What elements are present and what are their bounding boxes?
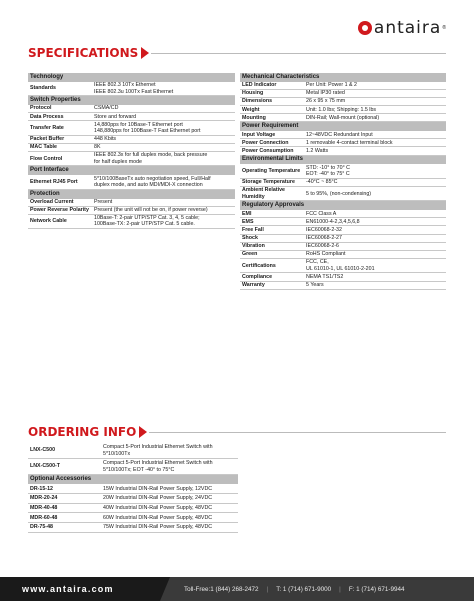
spec-value xyxy=(304,281,446,289)
order-row xyxy=(28,459,238,475)
spec-row xyxy=(28,175,235,189)
spec-value xyxy=(304,218,446,226)
spec-value xyxy=(304,82,446,90)
spec-value-line: Present xyxy=(94,198,113,205)
spec-category-label: Power Requirement xyxy=(240,122,446,131)
spec-row xyxy=(240,258,446,272)
spec-value xyxy=(304,114,446,122)
spec-row xyxy=(28,105,235,113)
antaira-logo-mark-icon xyxy=(358,21,372,35)
spec-value-line: 1 removable 4-contact terminal block xyxy=(306,139,393,146)
spec-table-left xyxy=(28,73,235,229)
spec-value-line: 26 x 95 x 75 mm xyxy=(306,98,346,105)
spec-category-row xyxy=(240,201,446,210)
spec-category-row xyxy=(28,166,235,175)
spec-row xyxy=(240,186,446,200)
spec-row xyxy=(240,139,446,147)
spec-value xyxy=(92,175,235,189)
brand-name: antaira xyxy=(373,18,442,38)
accessory-model: DR-15-12 xyxy=(28,484,101,493)
spec-value-line: 148,880pps for 100Base-T Fast Ethernet port xyxy=(94,128,201,135)
spec-category-label: Environmental Limits xyxy=(240,155,446,164)
spec-category-row xyxy=(240,122,446,131)
accessory-description: 40W Industrial DIN-Rail Power Supply, 48VDC xyxy=(101,503,238,513)
spec-label: Transfer Rate xyxy=(28,121,92,135)
spec-category-row xyxy=(28,189,235,198)
spec-value xyxy=(304,250,446,258)
spec-row xyxy=(240,114,446,122)
spec-value-line: 12~48VDC Redundant Input xyxy=(306,131,373,138)
spec-value-line: 10Base-T: 2-pair UTP/STP Cat. 3, 4, 5 cable; xyxy=(94,215,200,222)
accessory-row xyxy=(28,523,238,533)
spec-value xyxy=(92,199,235,207)
spec-label: Standards xyxy=(28,82,92,96)
spec-row xyxy=(28,113,235,121)
footer-contacts xyxy=(170,577,474,601)
antaira-logo xyxy=(358,18,446,38)
spec-label: Flow Control xyxy=(28,152,92,166)
spec-row xyxy=(28,152,235,166)
spec-row xyxy=(28,121,235,135)
spec-row xyxy=(240,82,446,90)
spec-value-line: for half duplex mode xyxy=(94,158,142,165)
spec-row xyxy=(240,210,446,218)
spec-label: Network Cable xyxy=(28,214,92,228)
spec-row xyxy=(240,250,446,258)
spec-value-line: Present (the unit will not be on, if power reverse) xyxy=(94,207,208,214)
spec-value-line: FCC, CE, xyxy=(306,259,329,266)
spec-category-row xyxy=(240,73,446,82)
spec-label: Operating Temperature xyxy=(240,164,304,178)
separator: | xyxy=(339,585,341,593)
spec-value xyxy=(92,113,235,121)
spec-value xyxy=(92,206,235,214)
spec-value xyxy=(304,131,446,139)
spec-label: Dimensions xyxy=(240,98,304,106)
spec-category-row xyxy=(240,155,446,164)
spec-row xyxy=(240,234,446,242)
spec-label: Overload Current xyxy=(28,199,92,207)
spec-label: Free Fall xyxy=(240,226,304,234)
spec-value xyxy=(304,242,446,250)
spec-value-line: 448 Kbits xyxy=(94,136,117,143)
spec-value xyxy=(92,214,235,228)
spec-label: Power Consumption xyxy=(240,147,304,155)
spec-value xyxy=(304,89,446,97)
spec-row xyxy=(240,273,446,281)
spec-value-line: EOT: -40° to 75° C xyxy=(306,171,350,178)
accessory-description: 20W Industrial DIN-Rail Power Supply, 24VDC xyxy=(101,494,238,504)
spec-value xyxy=(304,98,446,106)
spec-value-line: NEMA TS1/TS2 xyxy=(306,273,344,280)
spec-category-label: Technology xyxy=(28,73,235,82)
spec-value-line: RoHS Compliant xyxy=(306,251,346,258)
spec-label: Housing xyxy=(240,89,304,97)
spec-value-line: EN61000-4-2,3,4,5,6,8 xyxy=(306,218,360,225)
spec-value xyxy=(304,164,446,178)
spec-value xyxy=(304,258,446,272)
accessory-row xyxy=(28,503,238,513)
heading-arrow-icon xyxy=(139,426,147,438)
spec-label: EMS xyxy=(240,218,304,226)
spec-row xyxy=(28,143,235,151)
spec-category-label: Protection xyxy=(28,189,235,198)
accessories-category-row xyxy=(28,475,238,485)
heading-divider xyxy=(151,53,446,54)
model-description: Compact 5-Port Industrial Ethernet Switch with 5*10/100Tx; EOT -40° to 75°C xyxy=(101,459,238,475)
spec-value xyxy=(304,147,446,155)
spec-value-line: 5*10/100BaseTx auto negotiation speed, Full/Half xyxy=(94,175,211,182)
footer xyxy=(0,577,474,601)
spec-label: Storage Temperature xyxy=(240,178,304,186)
spec-label: LED Indicator xyxy=(240,82,304,90)
spec-row xyxy=(28,82,235,96)
spec-value-line: 14,880pps for 10Base-T Ethernet port xyxy=(94,121,183,128)
spec-label: Shock xyxy=(240,234,304,242)
spec-value xyxy=(92,135,235,143)
model-number: LNX-C500 xyxy=(28,443,101,459)
spec-value-line: 100Base-TX: 2-pair UTP/STP Cat. 5 cable. xyxy=(94,221,195,228)
spec-row xyxy=(28,214,235,228)
accessory-model: MDR-60-48 xyxy=(28,513,101,523)
model-number: LNX-C500-T xyxy=(28,459,101,475)
spec-value xyxy=(92,143,235,151)
spec-value xyxy=(304,186,446,200)
spec-row xyxy=(240,218,446,226)
spec-value-line: 8K xyxy=(94,144,101,151)
spec-value xyxy=(304,106,446,114)
accessory-description: 60W Industrial DIN-Rail Power Supply, 48VDC xyxy=(101,513,238,523)
spec-label: Warranty xyxy=(240,281,304,289)
spec-label: Green xyxy=(240,250,304,258)
spec-category-label: Regulatory Approvals xyxy=(240,201,446,210)
spec-value-line: IEC60068-2-27 xyxy=(306,234,342,241)
spec-value-line: FCC Class A xyxy=(306,210,337,217)
spec-value-line: Unit: 1.0 lbs; Shipping: 1.5 lbs xyxy=(306,106,377,113)
ordering-heading xyxy=(28,425,446,439)
spec-value xyxy=(92,105,235,113)
model-description: Compact 5-Port Industrial Ethernet Switch with 5*10/100Tx xyxy=(101,443,238,459)
accessories-category-label: Optional Accessories xyxy=(28,475,238,485)
spec-label: Data Process xyxy=(28,113,92,121)
spec-value-line: 5 Years xyxy=(306,281,324,288)
registered-mark: ® xyxy=(442,25,446,31)
spec-value-line: UL 61010-1, UL 61010-2-201 xyxy=(306,265,375,272)
spec-row xyxy=(240,131,446,139)
specifications-title: SPECIFICATIONS xyxy=(28,46,139,60)
spec-label: Compliance xyxy=(240,273,304,281)
spec-row xyxy=(28,135,235,143)
footer-slant xyxy=(160,577,170,601)
spec-label: MAC Table xyxy=(28,143,92,151)
heading-divider xyxy=(149,432,446,433)
spec-label: Vibration xyxy=(240,242,304,250)
accessory-model: MDR-20-24 xyxy=(28,494,101,504)
spec-value-line: 1.2 Watts xyxy=(306,147,329,154)
specifications-heading xyxy=(28,46,446,60)
accessory-row xyxy=(28,513,238,523)
spec-value-line: STD: -10° to 70° C xyxy=(306,164,350,171)
spec-value xyxy=(92,152,235,166)
spec-value xyxy=(304,273,446,281)
order-row xyxy=(28,443,238,459)
spec-value xyxy=(304,178,446,186)
accessory-model: MDR-40-48 xyxy=(28,503,101,513)
accessory-description: 75W Industrial DIN-Rail Power Supply, 48VDC xyxy=(101,523,238,533)
spec-label: Power Reverse Polarity xyxy=(28,206,92,214)
spec-category-row xyxy=(28,96,235,105)
spec-value-line: IEEE 802.3u 100Tx Fast Ethernet xyxy=(94,88,174,95)
separator: | xyxy=(266,585,269,593)
spec-label: Ambient Relative Humidity xyxy=(240,186,304,200)
spec-value-line: -40°C ~ 85°C xyxy=(306,179,338,186)
spec-table-right xyxy=(240,73,446,290)
spec-row xyxy=(240,281,446,289)
website-link[interactable]: www.antaira.com xyxy=(22,584,114,594)
spec-row xyxy=(240,98,446,106)
accessory-row xyxy=(28,494,238,504)
spec-value-line: IEEE 802.3x for full duplex mode, back pressure xyxy=(94,152,208,159)
toll-free-number: Toll-Free:1 (844) 268-2472 xyxy=(184,585,259,593)
spec-value xyxy=(304,226,446,234)
spec-value-line: CSMA/CD xyxy=(94,105,119,112)
spec-row xyxy=(28,199,235,207)
spec-row xyxy=(240,164,446,178)
spec-category-label: Mechanical Characteristics xyxy=(240,73,446,82)
spec-value-line: duplex mode, and auto MDI/MDI-X connection xyxy=(94,181,203,188)
spec-label: Weight xyxy=(240,106,304,114)
spec-value-line: DIN-Rail; Wall-mount (optional) xyxy=(306,114,380,121)
spec-row xyxy=(240,106,446,114)
spec-label: EMI xyxy=(240,210,304,218)
spec-row xyxy=(240,226,446,234)
accessory-description: 15W Industrial DIN-Rail Power Supply, 12VDC xyxy=(101,484,238,493)
spec-row xyxy=(28,206,235,214)
telephone-number: T: 1 (714) 671-9000 xyxy=(276,585,332,593)
spec-value-line: Store and forward xyxy=(94,113,137,120)
fax-number: F: 1 (714) 671-9944 xyxy=(348,585,405,593)
spec-value-line: Per Unit: Power 1 & 2 xyxy=(306,82,357,89)
spec-value xyxy=(304,210,446,218)
spec-value-line: Metal IP30 rated xyxy=(306,90,345,97)
spec-value xyxy=(92,82,235,96)
spec-label: Ethernet RJ45 Port xyxy=(28,175,92,189)
spec-label: Mounting xyxy=(240,114,304,122)
spec-value xyxy=(304,234,446,242)
spec-category-row xyxy=(28,73,235,82)
spec-value-line: IEC60068-2-32 xyxy=(306,226,342,233)
ordering-table xyxy=(28,443,238,533)
accessory-row xyxy=(28,484,238,493)
spec-label: Power Connection xyxy=(240,139,304,147)
spec-value-line: IEEE 802.3 10Tx Ethernet xyxy=(94,82,156,89)
heading-arrow-icon xyxy=(141,47,149,59)
ordering-title: ORDERING INFO xyxy=(28,425,137,439)
spec-label: Packet Buffer xyxy=(28,135,92,143)
spec-row xyxy=(240,178,446,186)
spec-row xyxy=(240,147,446,155)
spec-label: Input Voltage xyxy=(240,131,304,139)
spec-value-line: IEC60068-2-6 xyxy=(306,243,339,250)
spec-category-label: Port Interface xyxy=(28,166,235,175)
spec-value-line: 5 to 95%, (non-condensing) xyxy=(306,190,372,197)
spec-row xyxy=(240,242,446,250)
spec-row xyxy=(240,89,446,97)
spec-label: Certifications xyxy=(240,258,304,272)
accessory-model: DR-75-48 xyxy=(28,523,101,533)
spec-category-label: Switch Properties xyxy=(28,96,235,105)
spec-value xyxy=(92,121,235,135)
spec-label: Protocol xyxy=(28,105,92,113)
spec-value xyxy=(304,139,446,147)
